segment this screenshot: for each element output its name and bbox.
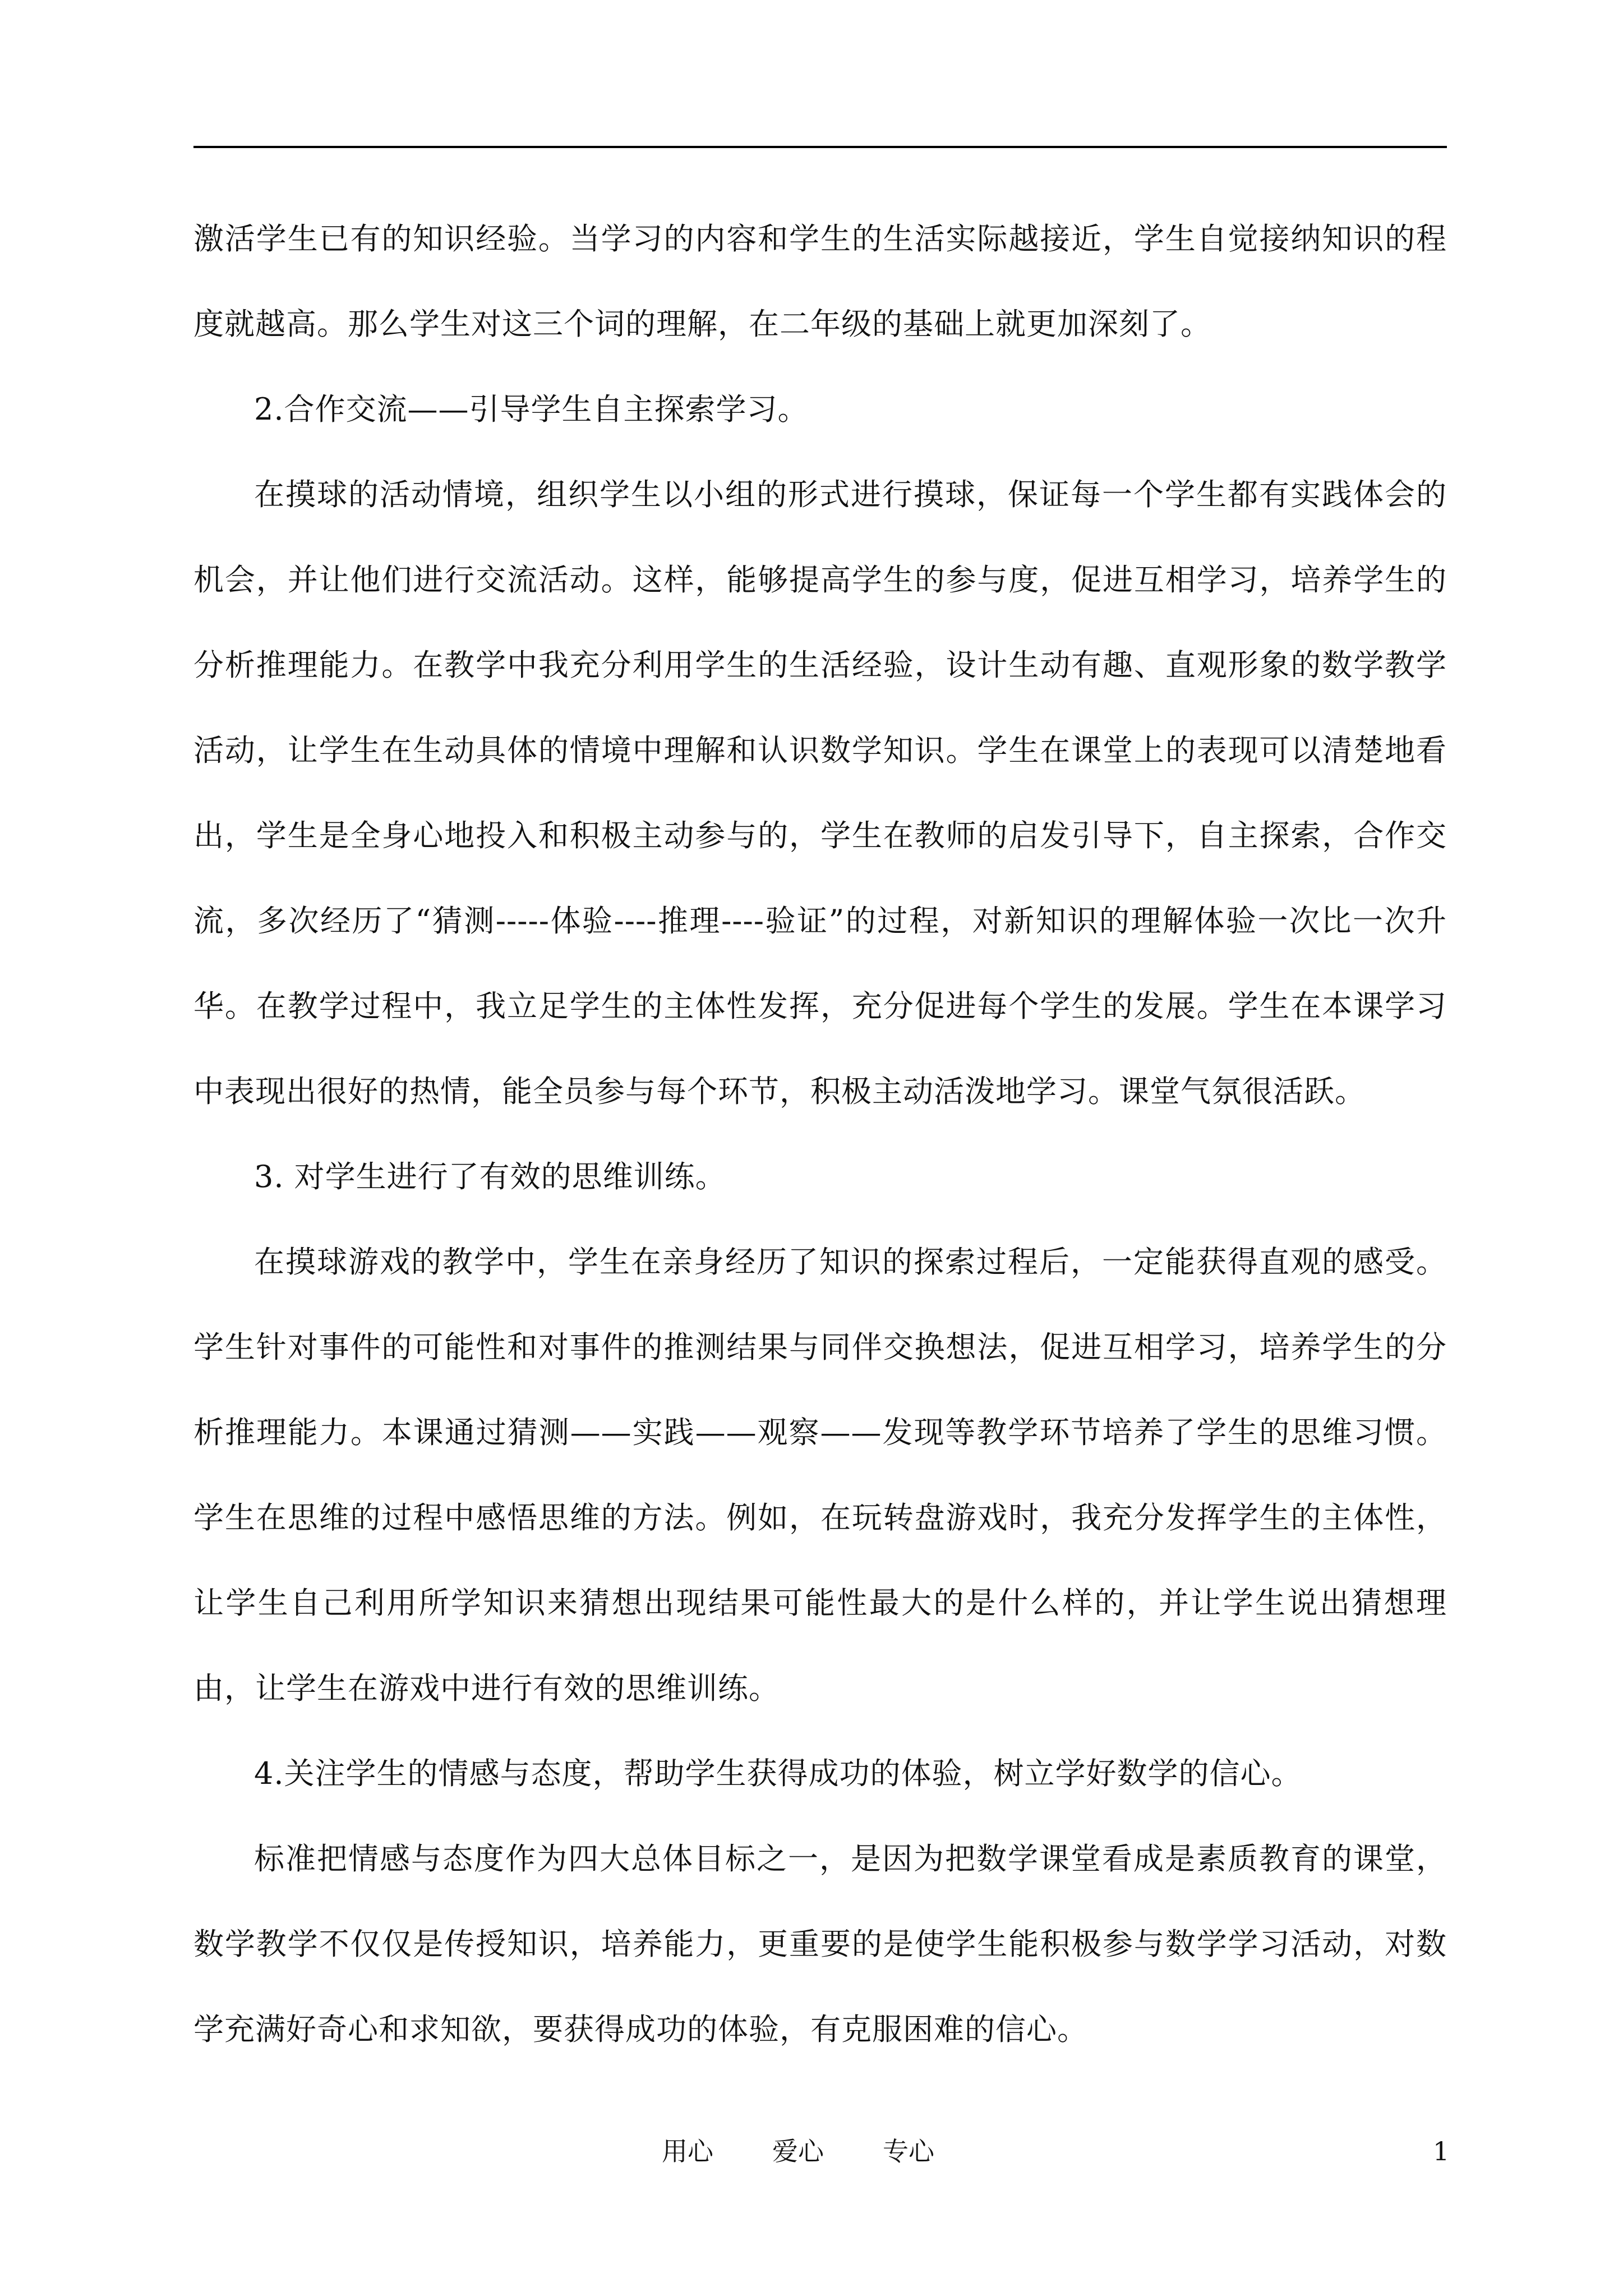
footer-motto-item: 用心 xyxy=(662,2136,713,2166)
paragraph-continuation: 激活学生已有的知识经验。当学习的内容和学生的生活实际越接近，学生自觉接纳知识的程度就越高。那么学生对这三个词的理解，在二年级的基础上就更加深刻了。 xyxy=(193,221,1447,342)
paragraph-thinking-training: 在摸球游戏的教学中，学生在亲身经历了知识的探索过程后，一定能获得直观的感受。学生针对事件的可能性和对事件的推测结果与同伴交换想法，促进互相学习，培养学生的分析推理能力。本课通过猜测——实践——观察——发现等教学环节培养了学生的思维习惯。学生在思维的过程中感悟思维的方法。例如，在玩转盘游戏时，我充分发挥学生的主体性，让学生自己利用所学知识来猜想出现结果可能性最大的是什么样的，并让学生说出猜想理由，让学生在游戏中进行有效的思维训练。 xyxy=(193,1244,1447,1706)
section-heading-2: 2.合作交流——引导学生自主探索学习。 xyxy=(254,392,809,427)
page-footer xyxy=(0,2134,1623,2174)
page-number: 1 xyxy=(1433,2136,1450,2166)
footer-motto-item: 爱心 xyxy=(772,2136,824,2166)
header-rule xyxy=(193,146,1447,148)
section-heading-3: 3. 对学生进行了有效的思维训练。 xyxy=(254,1159,726,1194)
footer-motto-item: 专心 xyxy=(883,2136,934,2166)
paragraph-emotion-attitude: 标准把情感与态度作为四大总体目标之一，是因为把数学课堂看成是素质教育的课堂，数学教学不仅仅是传授知识，培养能力，更重要的是使学生能积极参与数学学习活动，对数学充满好奇心和求知欲，要获得成功的体验，有克服困难的信心。 xyxy=(193,1841,1447,2047)
document-body xyxy=(193,196,1447,2072)
paragraph-cooperation: 在摸球的活动情境，组织学生以小组的形式进行摸球，保证每一个学生都有实践体会的机会，并让他们进行交流活动。这样，能够提高学生的参与度，促进互相学习，培养学生的分析推理能力。在教学中我充分利用学生的生活经验，设计生动有趣、直观形象的数学教学活动，让学生在生动具体的情境中理解和认识数学知识。学生在课堂上的表现可以清楚地看出，学生是全身心地投入和积极主动参与的，学生在教师的启发引导下，自主探索，合作交流，多次经历了“猜测-----体验----推理----验证”的过程，对新知识的理解体验一次比一次升华。在教学过程中，我立足学生的主体性发挥，充分促进每个学生的发展。学生在本课学习中表现出很好的热情，能全员参与每个环节，积极主动活泼地学习。课堂气氛很活跃。 xyxy=(193,477,1447,1109)
section-heading-4: 4.关注学生的情感与态度，帮助学生获得成功的体验，树立学好数学的信心。 xyxy=(254,1756,1302,1791)
footer-motto xyxy=(662,2134,934,2168)
